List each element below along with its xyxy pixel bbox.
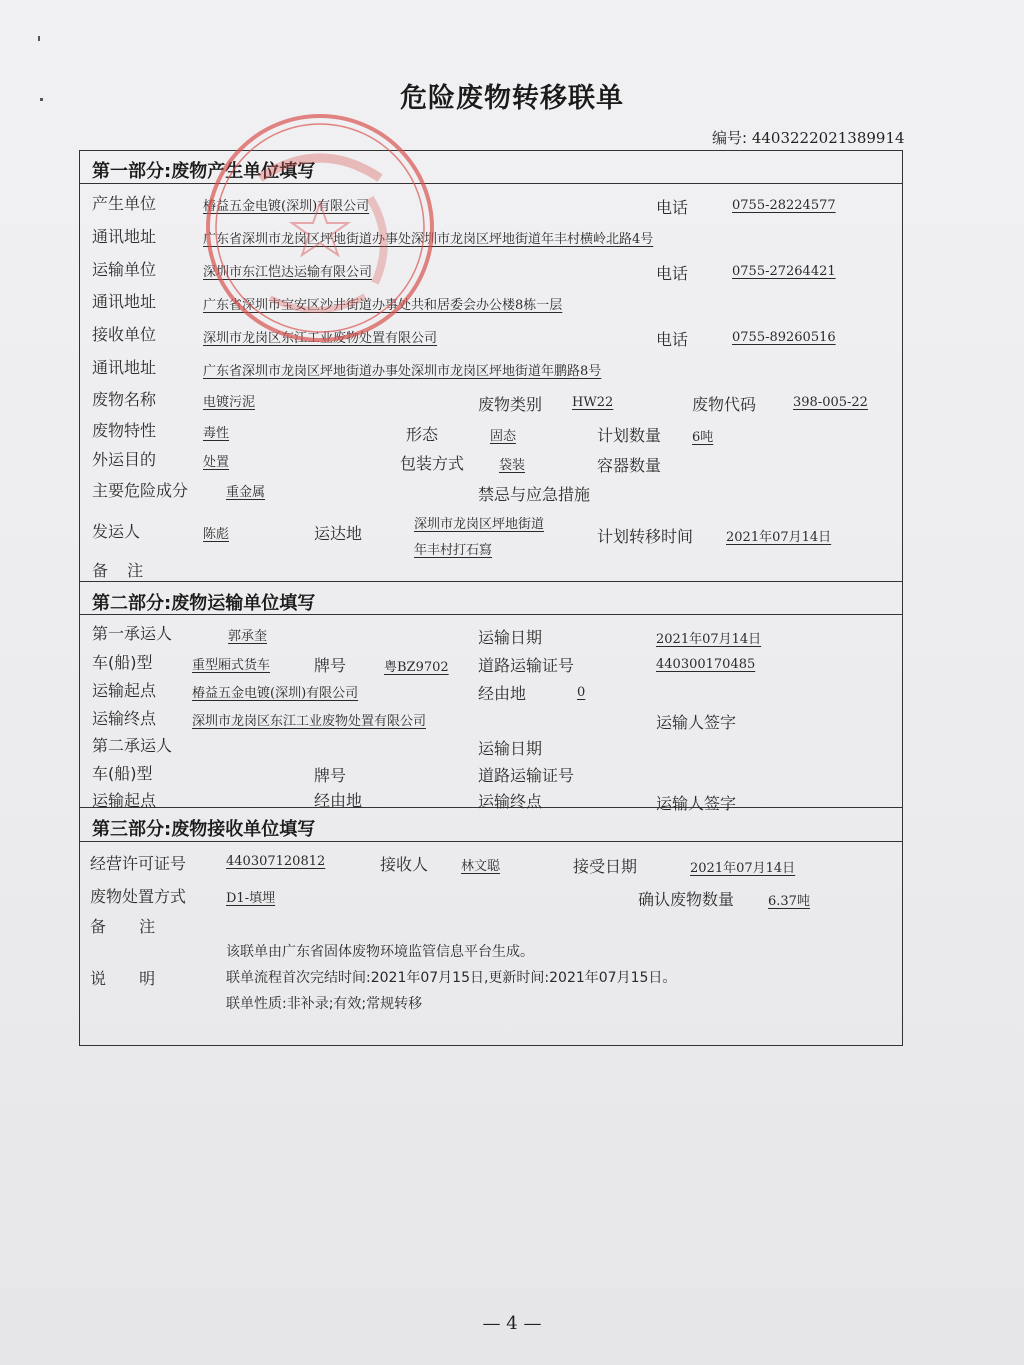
transporter-value: 深圳市东江恺达运输有限公司 xyxy=(203,265,373,280)
vehicle2-label: 车(船)型 xyxy=(92,764,153,783)
date1-label: 运输日期 xyxy=(478,628,543,647)
receiver-value: 深圳市龙岗区东江工业废物处置有限公司 xyxy=(203,331,438,346)
end1-value: 深圳市龙岗区东江工业废物处置有限公司 xyxy=(192,714,427,729)
carrier1-label: 第一承运人 xyxy=(92,624,173,643)
method-value: D1-填埋 xyxy=(226,891,276,906)
sign1-label: 运输人签字 xyxy=(656,713,737,732)
receive-date-label: 接受日期 xyxy=(573,857,638,876)
taboo-label: 禁忌与应急措施 xyxy=(478,485,591,504)
form-label: 形态 xyxy=(406,425,439,444)
document-number-value: 4403222021389914 xyxy=(751,129,905,147)
via1-label: 经由地 xyxy=(478,684,527,703)
carrier1-value: 郭承奎 xyxy=(228,629,268,644)
receive-date-value: 2021年07月14日 xyxy=(690,861,796,876)
confirm-qty-value: 6.37吨 xyxy=(768,894,810,909)
receiver-person-label: 接收人 xyxy=(380,855,429,874)
divider xyxy=(80,581,902,582)
destination-line1: 深圳市龙岗区坪地街道 xyxy=(414,517,545,532)
start1-label: 运输起点 xyxy=(92,681,157,700)
permit2-label: 道路运输证号 xyxy=(478,766,575,785)
license-value: 440307120812 xyxy=(226,854,326,869)
producer-address-value: 广东省深圳市龙岗区坪地街道办事处深圳市龙岗区坪地街道年丰村横岭北路4号 xyxy=(203,232,654,247)
transporter-address-label: 通讯地址 xyxy=(92,292,157,311)
shipper-value: 陈彪 xyxy=(203,527,230,542)
receiver-label: 接收单位 xyxy=(92,325,157,344)
note-line-3: 联单性质:非补录;有效;常规转移 xyxy=(226,996,423,1012)
date2-label: 运输日期 xyxy=(478,739,543,758)
waste-class-label: 废物类别 xyxy=(478,395,543,414)
note-line-2: 联单流程首次完结时间:2021年07月15日,更新时间:2021年07月15日。 xyxy=(226,970,677,986)
confirm-qty-label: 确认废物数量 xyxy=(638,890,735,909)
property-value: 毒性 xyxy=(203,426,230,441)
producer-label: 产生单位 xyxy=(92,194,157,213)
plan-time-value: 2021年07月14日 xyxy=(726,530,832,545)
via1-value: 0 xyxy=(577,685,586,700)
transporter-phone-value: 0755-27264421 xyxy=(732,264,836,279)
producer-value: 椿益五金电镀(深圳)有限公司 xyxy=(203,199,370,214)
shipper-label: 发运人 xyxy=(92,522,141,541)
waste-code-value: 398-005-22 xyxy=(793,395,868,410)
vehicle1-value: 重型厢式货车 xyxy=(192,658,271,673)
note-label: 说 明 xyxy=(90,969,156,988)
waste-name-value: 电镀污泥 xyxy=(203,395,256,410)
waste-name-label: 废物名称 xyxy=(92,390,157,409)
plate1-value: 粤BZ9702 xyxy=(384,660,449,675)
receiver-phone-value: 0755-89260516 xyxy=(732,330,836,345)
form-value: 固态 xyxy=(490,429,517,444)
purpose-label: 外运目的 xyxy=(92,450,157,469)
via2-label: 经由地 xyxy=(314,791,363,810)
start2-label: 运输起点 xyxy=(92,791,157,810)
company-seal-stamp xyxy=(200,108,440,348)
document-number-label: 编号: xyxy=(712,129,748,147)
end2-label: 运输终点 xyxy=(478,792,543,811)
transporter-phone-label: 电话 xyxy=(656,264,689,283)
destination-line2: 年丰村打石寫 xyxy=(414,543,493,558)
start1-value: 椿益五金电镀(深圳)有限公司 xyxy=(192,686,359,701)
plan-time-label: 计划转移时间 xyxy=(597,527,694,546)
carrier2-label: 第二承运人 xyxy=(92,736,173,755)
plate1-label: 牌号 xyxy=(314,656,347,675)
producer-phone-label: 电话 xyxy=(656,198,689,217)
document-title: 危险废物转移联单 xyxy=(400,83,624,114)
part3-heading: 第三部分:废物接收单位填写 xyxy=(92,819,316,840)
property-label: 废物特性 xyxy=(92,421,157,440)
container-label: 容器数量 xyxy=(597,456,662,475)
transporter-address-value: 广东省深圳市宝安区沙井街道办事处共和居委会办公楼8栋一层 xyxy=(203,298,563,313)
license-label: 经营许可证号 xyxy=(90,854,187,873)
producer-phone-value: 0755-28224577 xyxy=(732,198,836,213)
divider xyxy=(80,841,902,842)
producer-address-label: 通讯地址 xyxy=(92,227,157,246)
plan-qty-label: 计划数量 xyxy=(597,426,662,445)
receiver-phone-label: 电话 xyxy=(656,330,689,349)
receiver-person-value: 林文聪 xyxy=(461,859,501,874)
purpose-value: 处置 xyxy=(203,455,230,470)
receiver-address-value: 广东省深圳市龙岗区坪地街道办事处深圳市龙岗区坪地街道年鹏路8号 xyxy=(203,364,602,379)
document-number xyxy=(712,127,905,148)
packing-value: 袋装 xyxy=(499,458,526,473)
sign2-label: 运输人签字 xyxy=(656,794,737,813)
transporter-label: 运输单位 xyxy=(92,260,157,279)
hazard-value: 重金属 xyxy=(226,485,266,500)
method-label: 废物处置方式 xyxy=(90,887,187,906)
part2-heading: 第二部分:废物运输单位填写 xyxy=(92,593,316,614)
packing-label: 包装方式 xyxy=(400,454,465,473)
plate2-label: 牌号 xyxy=(314,766,347,785)
vehicle1-label: 车(船)型 xyxy=(92,653,153,672)
scan-speck xyxy=(38,36,40,41)
end1-label: 运输终点 xyxy=(92,709,157,728)
permit1-value: 440300170485 xyxy=(656,657,756,672)
part3-remark-label: 备 注 xyxy=(90,917,156,936)
page-number: — 4 — xyxy=(482,1313,542,1334)
date1-value: 2021年07月14日 xyxy=(656,632,762,647)
destination-label: 运达地 xyxy=(314,524,363,543)
waste-class-value: HW22 xyxy=(572,395,614,410)
plan-qty-value: 6吨 xyxy=(692,430,714,445)
note-line-1: 该联单由广东省固体废物环境监管信息平台生成。 xyxy=(226,944,534,960)
part1-heading: 第一部分:废物产生单位填写 xyxy=(92,161,316,182)
hazard-label: 主要危险成分 xyxy=(92,481,189,500)
permit1-label: 道路运输证号 xyxy=(478,656,575,675)
part1-remark-label: 备 注 xyxy=(92,561,144,580)
receiver-address-label: 通讯地址 xyxy=(92,358,157,377)
waste-code-label: 废物代码 xyxy=(692,395,757,414)
